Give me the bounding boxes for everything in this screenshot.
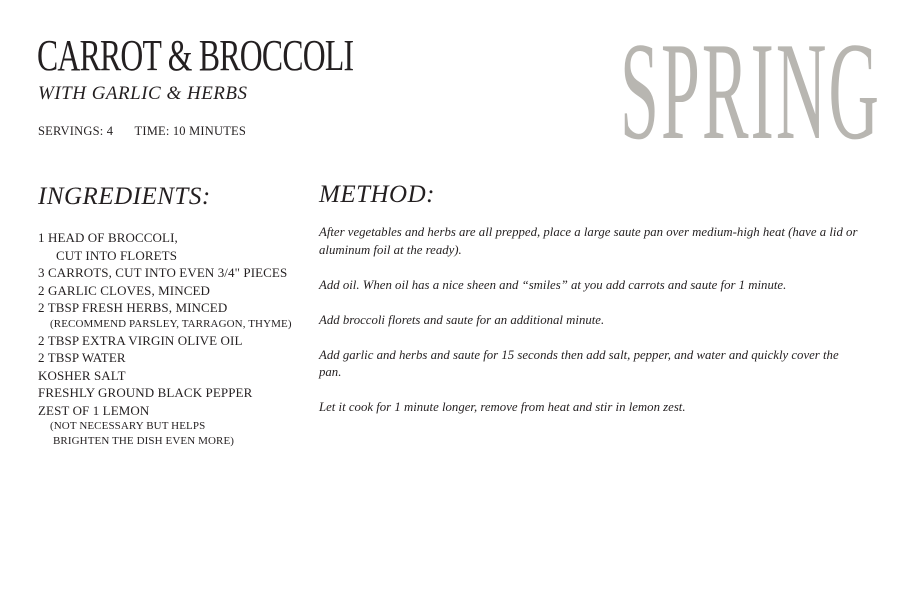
recipe-subtitle: WITH GARLIC & HERBS <box>38 83 248 104</box>
ingredient-note-continuation: BRIGHTEN THE DISH EVEN MORE) <box>53 435 235 447</box>
method-step: Let it cook for 1 minute longer, remove from heat and stir in lemon zest. <box>319 400 686 414</box>
ingredient-item: 2 TBSP FRESH HERBS, MINCED <box>38 300 228 315</box>
ingredient-item: 2 TBSP EXTRA VIRGIN OLIVE OIL <box>38 332 243 348</box>
method-step: Add oil. When oil has a nice sheen and “smiles” at you add carrots and saute for 1 minute. <box>319 277 787 292</box>
method-step: After vegetables and herbs are all prepped, place a large saute pan over medium-high heat (have a lid or aluminum foil at the ready). <box>319 225 858 257</box>
ingredient-item: 2 TBSP WATER <box>38 350 126 365</box>
ingredient-note: (RECOMMEND PARSLEY, TARRAGON, THYME) <box>50 317 292 330</box>
ingredient-item-continuation: CUT INTO FLORETS <box>56 247 178 263</box>
season-title: SPRING <box>620 14 881 169</box>
method-heading: METHOD: <box>319 181 435 208</box>
ingredient-item: FRESHLY GROUND BLACK PEPPER <box>38 385 253 400</box>
ingredient-item: 2 GARLIC CLOVES, MINCED <box>38 282 211 298</box>
ingredient-item: ZEST OF 1 LEMON <box>38 402 150 418</box>
ingredient-item: 1 HEAD OF BROCCOLI, <box>38 230 178 245</box>
servings-label: SERVINGS: 4 <box>38 124 114 138</box>
ingredient-item: 3 CARROTS, CUT INTO EVEN 3/4" PIECES <box>38 265 288 280</box>
ingredient-item: KOSHER SALT <box>38 367 126 383</box>
method-step: Add garlic and herbs and saute for 15 seconds then add salt, pepper, and water and quickly cover the pan. <box>319 347 839 379</box>
time-label: TIME: 10 MINUTES <box>134 124 247 138</box>
method-step: Add broccoli florets and saute for an additional minute. <box>319 312 605 327</box>
ingredients-heading: INGREDIENTS: <box>38 183 211 210</box>
ingredient-note: (NOT NECESSARY BUT HELPS <box>50 420 206 432</box>
recipe-title: CARROT & BROCCOLI <box>37 31 354 80</box>
recipe-meta <box>38 124 246 139</box>
ingredients-list <box>38 229 313 449</box>
method-steps <box>319 224 864 434</box>
